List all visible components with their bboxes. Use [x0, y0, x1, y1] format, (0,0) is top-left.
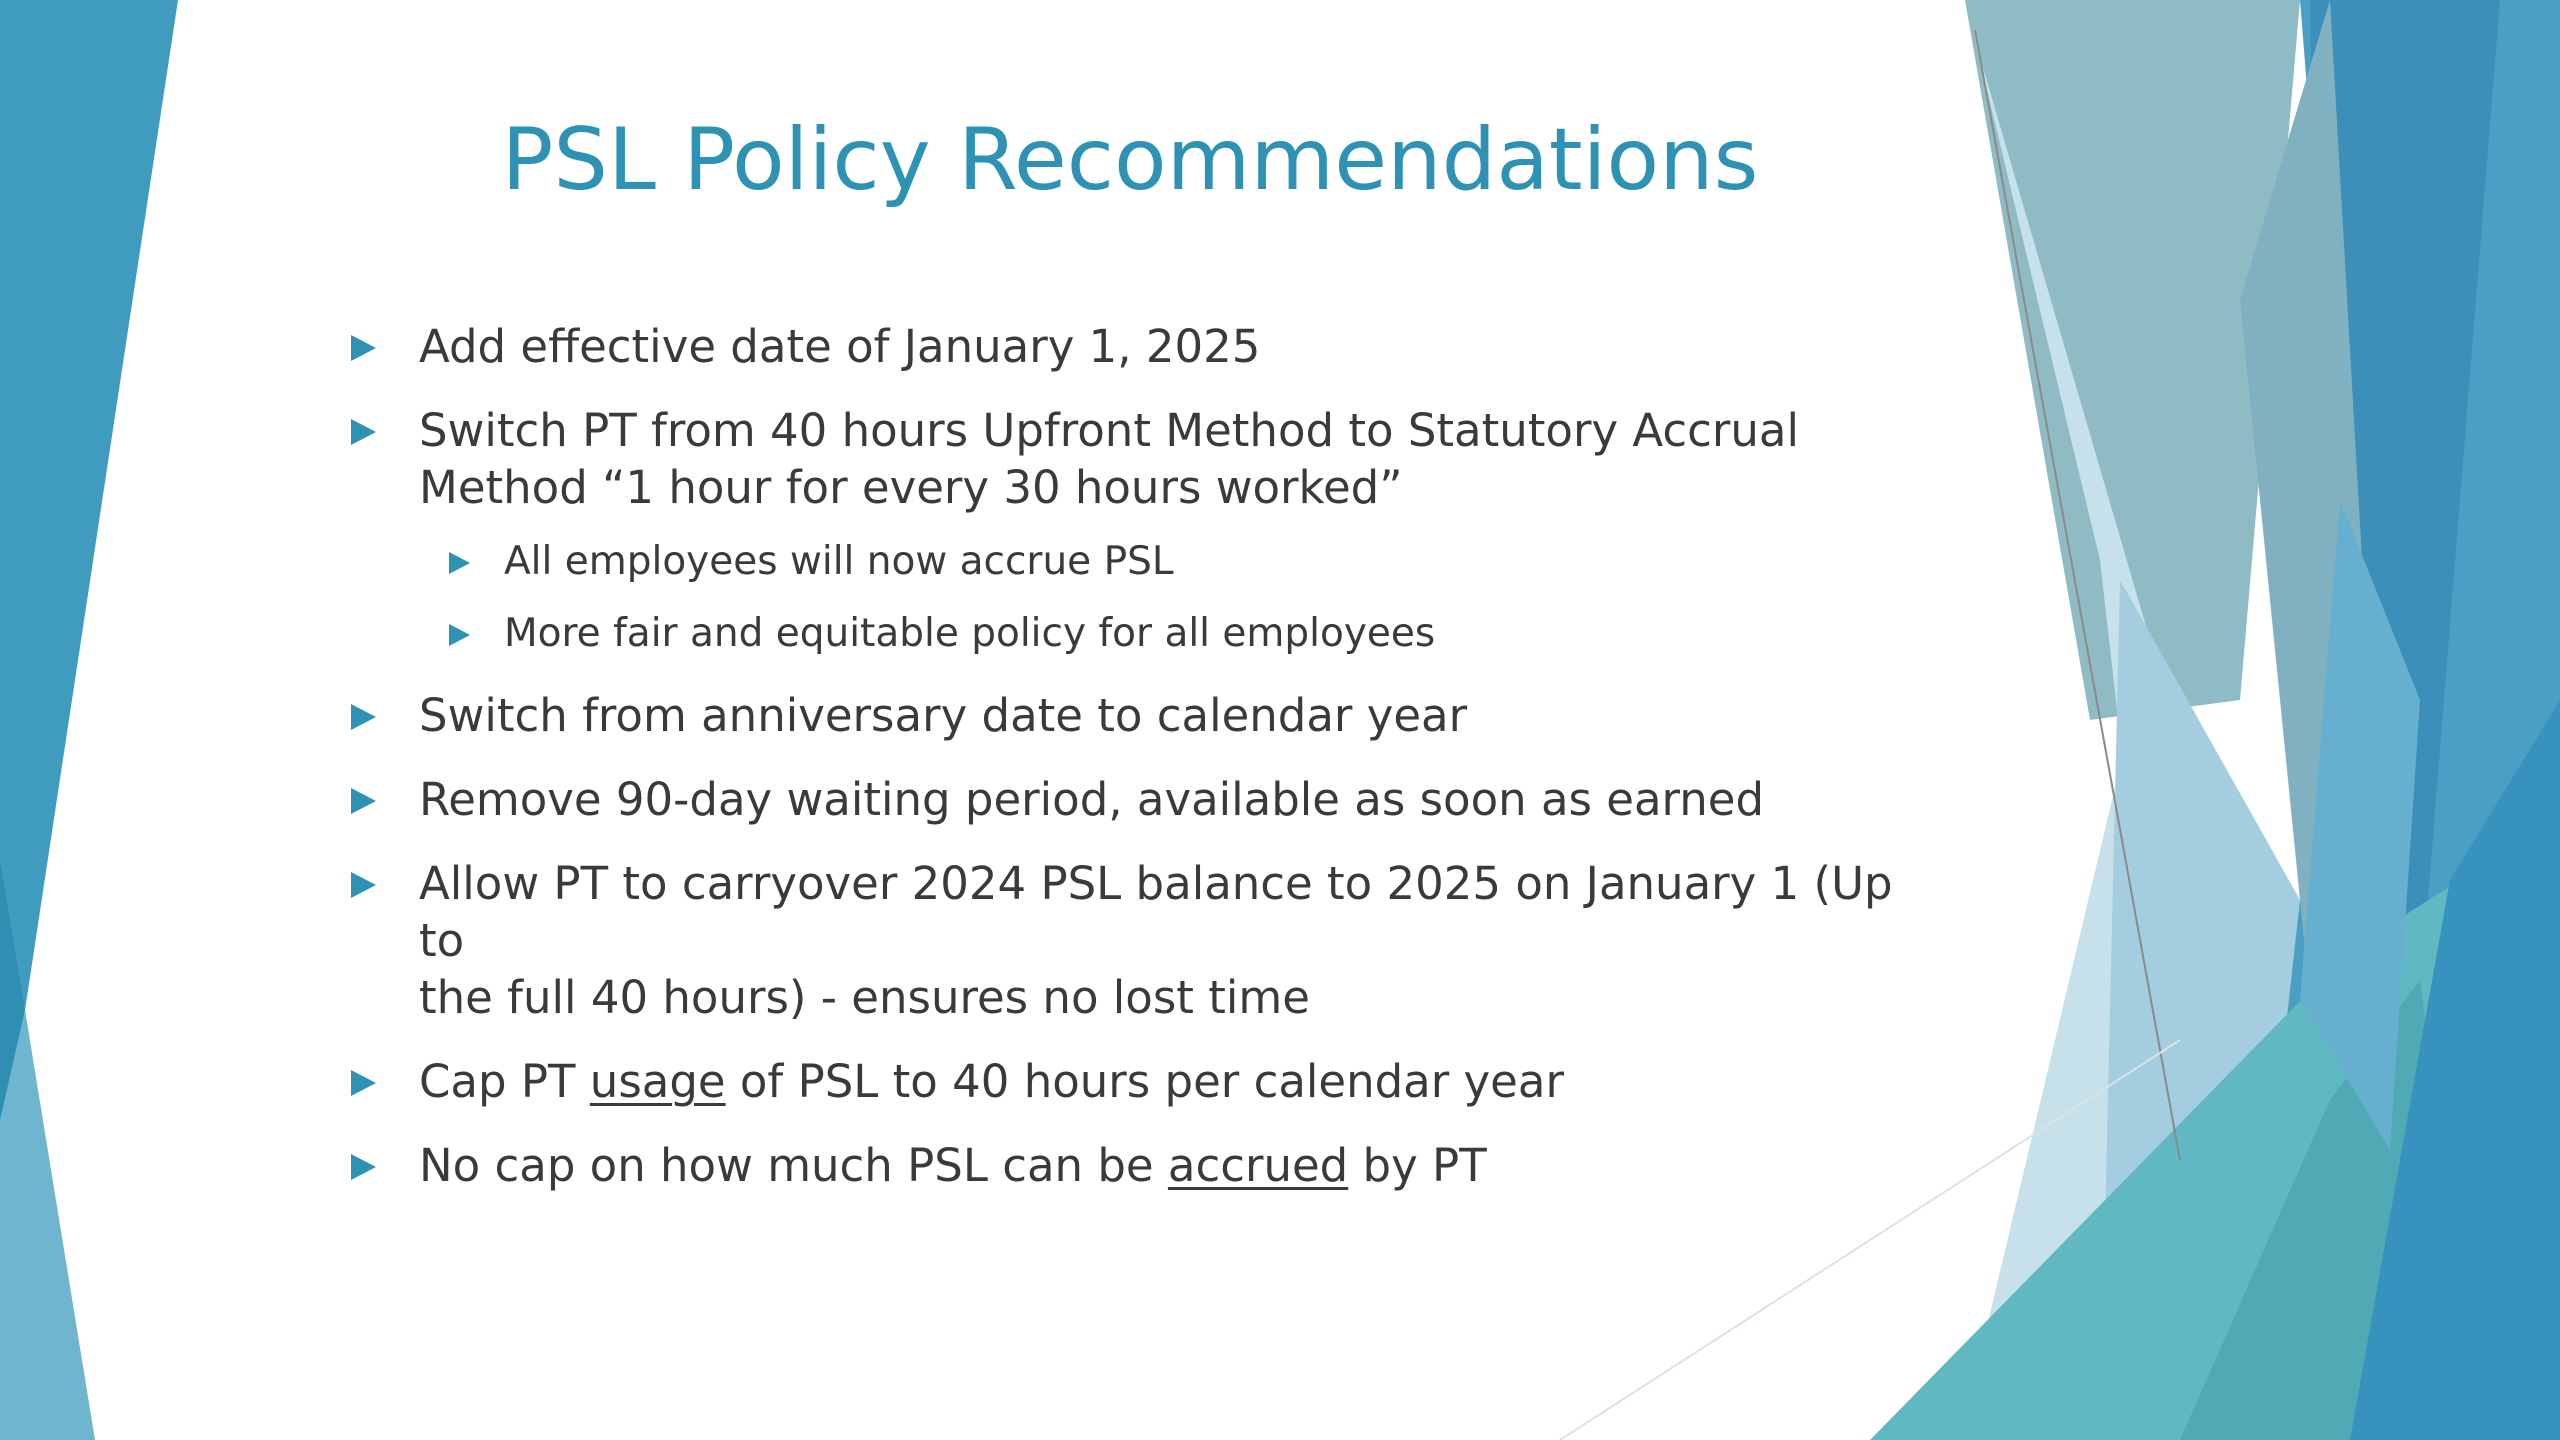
bullet-item — [345, 318, 1945, 375]
bullet-text-line: Allow PT to carryover 2024 PSL balance to 2025 on January 1 (Up to — [419, 857, 1893, 967]
sub-bullet-text: More fair and equitable policy for all employees — [504, 611, 1436, 656]
bullet-arrow-icon — [351, 419, 376, 445]
bullet-text-post: of PSL to 40 hours per calendar year — [725, 1055, 1564, 1108]
bullet-text-line: the full 40 hours) - ensures no lost time — [419, 971, 1310, 1024]
bullet-arrow-icon — [351, 335, 376, 361]
bullet-text-underlined: usage — [589, 1055, 726, 1108]
sub-bullet-arrow-icon — [449, 552, 470, 574]
bullet-arrow-icon — [351, 1154, 376, 1180]
sub-bullet-item — [345, 537, 1945, 587]
bullet-text-line: Method “1 hour for every 30 hours worked” — [419, 461, 1403, 514]
bullet-item — [345, 1053, 1945, 1110]
bullet-text-underlined: accrued — [1167, 1139, 1349, 1192]
sub-bullet-item — [345, 609, 1945, 659]
slide-title: PSL Policy Recommendations — [501, 110, 1759, 210]
bullet-item — [345, 855, 1945, 1026]
sub-bullet-text: All employees will now accrue PSL — [504, 539, 1174, 584]
bullet-arrow-icon — [351, 704, 376, 730]
bullet-item — [345, 771, 1945, 828]
bullet-text-pre: No cap on how much PSL can be — [419, 1139, 1168, 1192]
sub-bullet-arrow-icon — [449, 624, 470, 646]
bullet-text-pre: Cap PT — [419, 1055, 590, 1108]
bullet-item — [345, 687, 1945, 744]
bullet-arrow-icon — [351, 788, 376, 814]
bullet-item — [345, 1137, 1945, 1194]
bullet-arrow-icon — [351, 872, 376, 898]
bullet-item — [345, 402, 1945, 516]
bullet-text: Remove 90-day waiting period, available as soon as earned — [419, 773, 1765, 826]
bullet-list — [345, 318, 1945, 1221]
bullet-text: Switch from anniversary date to calendar year — [419, 689, 1468, 742]
bullet-text-post: by PT — [1348, 1139, 1487, 1192]
bullet-arrow-icon — [351, 1070, 376, 1096]
bullet-text: Add effective date of January 1, 2025 — [419, 320, 1261, 373]
left-facet-light — [0, 1010, 95, 1440]
bullet-text-line: Switch PT from 40 hours Upfront Method to Statutory Accrual — [419, 404, 1799, 457]
